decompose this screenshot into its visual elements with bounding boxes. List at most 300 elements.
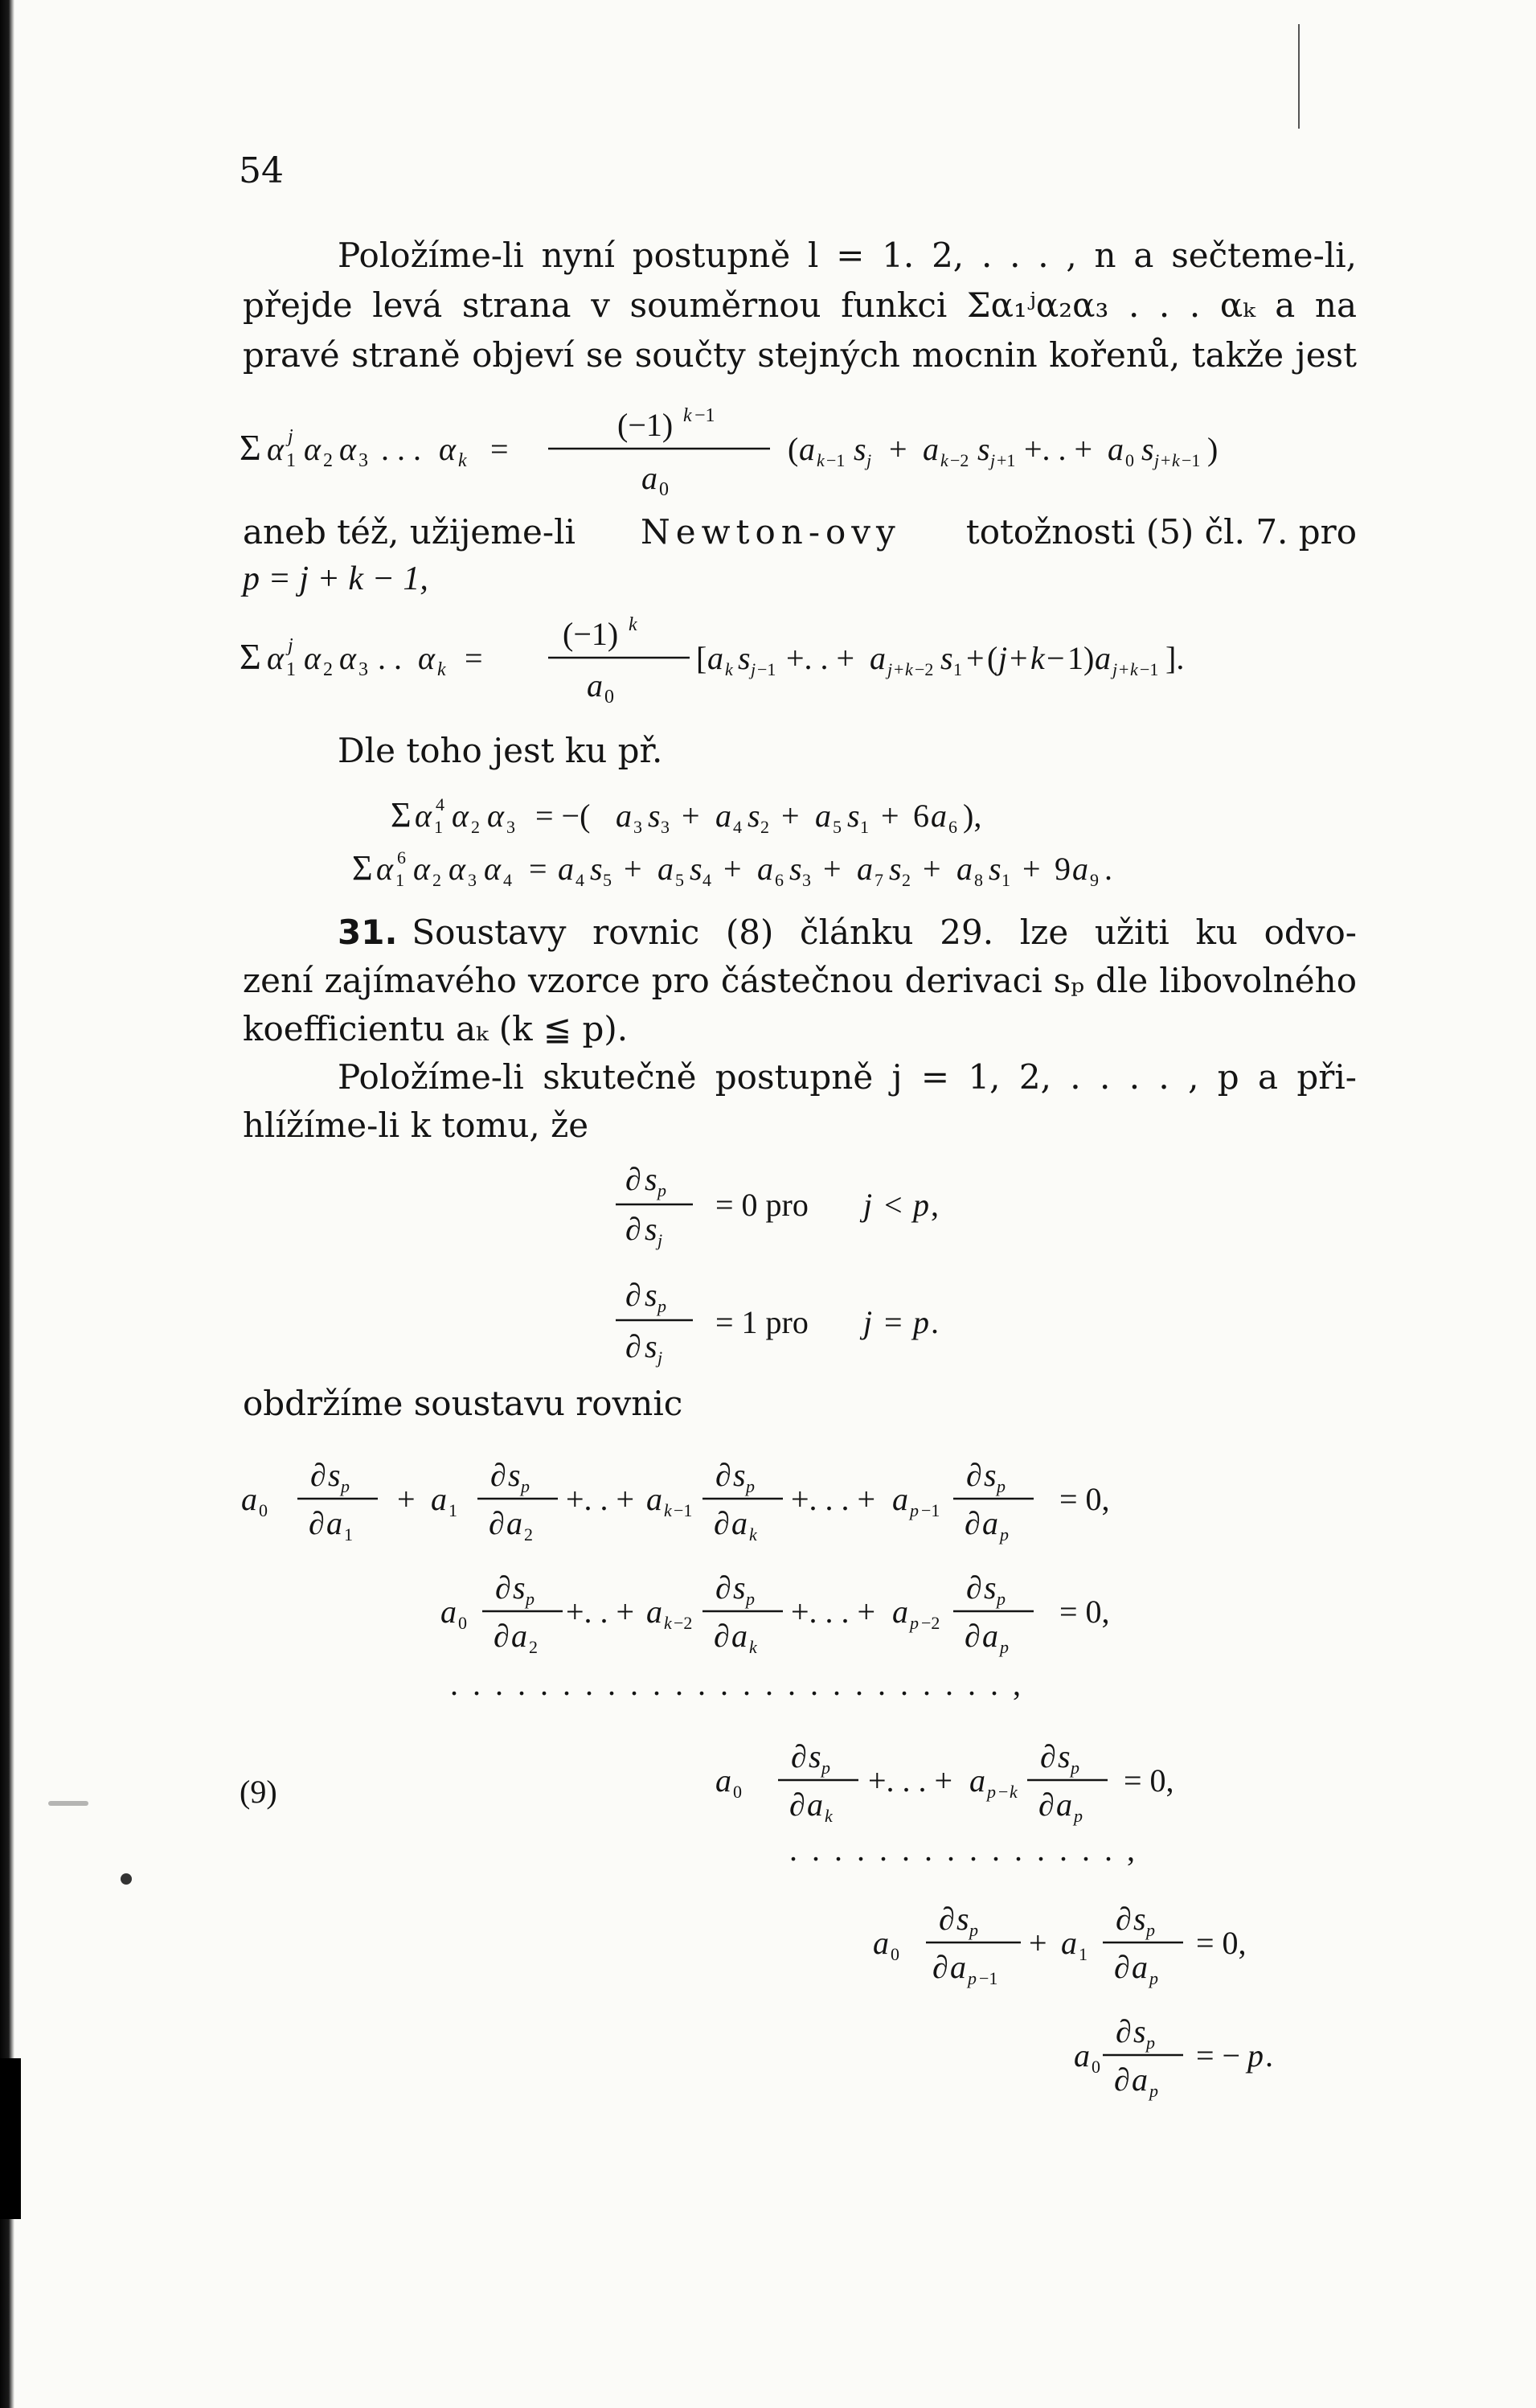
svg-text:k: k	[664, 1500, 672, 1520]
svg-text:∂: ∂	[309, 1505, 325, 1541]
svg-text:+. . . +: +. . . +	[791, 1481, 876, 1517]
svg-text:k: k	[437, 659, 446, 680]
svg-text:Σ: Σ	[352, 848, 373, 888]
svg-text:s: s	[733, 1457, 746, 1493]
svg-text:a: a	[1056, 1787, 1072, 1823]
svg-text:∂: ∂	[966, 1457, 982, 1493]
svg-text:∂: ∂	[939, 1901, 955, 1937]
section-number: 31.	[338, 913, 398, 952]
svg-text:6: 6	[913, 798, 929, 834]
svg-text:s: s	[645, 1277, 657, 1313]
svg-text:p: p	[913, 1304, 929, 1340]
svg-text:α: α	[304, 431, 321, 467]
svg-text:∂: ∂	[1038, 1787, 1055, 1823]
svg-text:a: a	[857, 851, 873, 887]
svg-text:s: s	[854, 431, 866, 467]
svg-text:a: a	[440, 1594, 457, 1630]
svg-text:=: =	[884, 1304, 903, 1340]
svg-text:+: +	[823, 851, 842, 887]
svg-text:a: a	[870, 640, 886, 676]
svg-text:0: 0	[891, 1944, 899, 1964]
svg-text:a: a	[799, 431, 815, 467]
svg-text:∂: ∂	[1040, 1738, 1056, 1774]
section-line: hlížíme-li k tomu, že	[243, 1106, 589, 1145]
svg-text:.: .	[1104, 851, 1112, 887]
svg-text:a: a	[731, 1618, 748, 1654]
svg-text:j: j	[751, 659, 756, 679]
svg-text:−: −	[1047, 640, 1065, 676]
svg-text:a: a	[873, 1925, 889, 1961]
svg-text:∂: ∂	[791, 1738, 807, 1774]
svg-text:−2: −2	[674, 1613, 693, 1633]
svg-text:+: +	[723, 851, 742, 887]
svg-text:−2: −2	[950, 450, 969, 470]
svg-text:5: 5	[833, 817, 842, 837]
svg-text:a: a	[558, 851, 574, 887]
svg-text:s: s	[984, 1457, 997, 1493]
svg-text:∂: ∂	[625, 1161, 641, 1197]
svg-text:a: a	[982, 1618, 998, 1654]
svg-text:1: 1	[395, 870, 404, 890]
svg-text:p: p	[657, 1180, 666, 1200]
svg-text:α: α	[487, 798, 504, 834]
svg-text:. .: . .	[378, 640, 402, 676]
svg-text:α: α	[452, 798, 469, 834]
svg-text:a: a	[892, 1481, 908, 1517]
scan-speck	[48, 1801, 88, 1806]
svg-text:0: 0	[259, 1500, 268, 1520]
svg-text:∂: ∂	[932, 1949, 948, 1985]
svg-text:α: α	[439, 431, 456, 467]
svg-text:s: s	[1133, 1901, 1146, 1937]
svg-text:+: +	[966, 640, 985, 676]
svg-text:α: α	[449, 851, 465, 887]
svg-text:a: a	[1132, 2061, 1148, 2098]
svg-text:p: p	[1000, 1524, 1009, 1544]
svg-text:−1: −1	[921, 1500, 940, 1520]
svg-text:+: +	[1010, 640, 1028, 676]
scan-fold-line	[1298, 24, 1300, 129]
svg-text:3: 3	[802, 870, 811, 890]
svg-text:j: j	[887, 659, 893, 679]
paragraph-text: aneb též, užijeme-li	[243, 512, 575, 552]
svg-text:a: a	[646, 1481, 662, 1517]
svg-text:p: p	[521, 1476, 530, 1496]
svg-text:a: a	[923, 431, 939, 467]
svg-text:k: k	[749, 1524, 757, 1544]
svg-text:p: p	[910, 1613, 919, 1633]
svg-text:[: [	[696, 640, 707, 676]
svg-text:a: a	[931, 798, 947, 834]
svg-text:s: s	[847, 798, 860, 834]
svg-text:∂: ∂	[715, 1457, 731, 1493]
svg-text:+: +	[889, 431, 907, 467]
svg-text:p: p	[987, 1782, 996, 1802]
svg-text:s: s	[508, 1457, 521, 1493]
system-equation-1	[241, 1457, 1110, 1544]
svg-text:3: 3	[358, 450, 368, 471]
svg-text:+. . +: +. . +	[566, 1481, 635, 1517]
svg-text:s: s	[645, 1211, 657, 1247]
svg-text:j: j	[990, 450, 996, 470]
svg-text:a: a	[1072, 851, 1088, 887]
svg-text:j: j	[1154, 450, 1160, 470]
svg-text:α: α	[484, 851, 501, 887]
svg-text:+: +	[397, 1481, 416, 1517]
svg-text:(: (	[788, 431, 799, 467]
svg-text:1): 1)	[1067, 640, 1095, 676]
svg-text:α: α	[415, 798, 432, 834]
svg-text:−: −	[998, 1782, 1009, 1802]
formula-sum-powers	[240, 394, 1381, 515]
author-name: Newton-ovy	[641, 512, 901, 552]
svg-text:,: ,	[931, 1187, 939, 1223]
svg-text:+: +	[682, 798, 700, 834]
svg-text:p: p	[526, 1589, 535, 1609]
svg-text:s: s	[690, 851, 702, 887]
section-line: zení zajímavého vzorce pro částečnou derivaci sₚ dle libovolného	[243, 961, 1357, 1000]
paragraph-line: Dle toho jest ku př.	[338, 731, 663, 770]
svg-text:a: a	[815, 798, 831, 834]
svg-text:a: a	[326, 1505, 342, 1541]
svg-text:s: s	[809, 1738, 821, 1774]
svg-text:−1: −1	[826, 450, 846, 470]
svg-text:k: k	[725, 659, 733, 679]
svg-text:−1: −1	[1182, 450, 1201, 470]
svg-text:−1: −1	[1140, 659, 1159, 679]
svg-text:0: 0	[604, 687, 614, 708]
svg-text:α: α	[418, 640, 435, 676]
svg-text:. . .: . . .	[381, 431, 421, 467]
svg-text:+: +	[923, 851, 941, 887]
equation-system-9	[233, 1439, 1374, 2131]
svg-text:= 0,: = 0,	[1196, 1925, 1247, 1961]
svg-text:a: a	[950, 1949, 966, 1985]
svg-text:a: a	[1095, 640, 1111, 676]
formula-example-2	[352, 839, 1317, 896]
svg-text:9: 9	[1055, 851, 1071, 887]
svg-text:(−1): (−1)	[563, 616, 619, 652]
svg-text:∂: ∂	[495, 1569, 511, 1606]
svg-text:1: 1	[1079, 1944, 1087, 1964]
svg-text:−1: −1	[757, 659, 776, 679]
svg-text:k: k	[683, 405, 692, 426]
svg-text:∂: ∂	[625, 1211, 641, 1247]
svg-text:a: a	[715, 798, 731, 834]
svg-text:s: s	[956, 1901, 969, 1937]
svg-text:∂: ∂	[1116, 1901, 1132, 1937]
svg-text:1: 1	[953, 659, 962, 679]
svg-text:+: +	[894, 659, 904, 679]
svg-text:0: 0	[659, 479, 669, 500]
svg-text:s: s	[889, 851, 902, 887]
svg-text:s: s	[1058, 1738, 1071, 1774]
svg-text:∂: ∂	[625, 1328, 641, 1364]
svg-text:−1: −1	[979, 1968, 998, 1988]
svg-text:a: a	[807, 1787, 823, 1823]
svg-text:a: a	[1132, 1949, 1148, 1985]
page-number: 54	[239, 150, 284, 191]
svg-text:a: a	[1074, 2037, 1090, 2074]
svg-text:3: 3	[633, 817, 642, 837]
svg-text:3: 3	[468, 870, 477, 890]
svg-text:7: 7	[874, 870, 883, 890]
section-line: Položíme-li skutečně postupně j = 1, 2, . . . . , p a při-	[338, 1057, 1357, 1097]
svg-text:a: a	[1108, 431, 1124, 467]
svg-text:∂: ∂	[715, 1569, 731, 1606]
svg-text:j: j	[288, 426, 293, 447]
svg-text:p: p	[969, 1920, 978, 1940]
system-equation-4	[873, 1901, 1247, 1988]
svg-text:4: 4	[436, 794, 444, 814]
svg-text:s: s	[989, 851, 1001, 887]
section-text: Soustavy rovnic (8) článku 29. lze užiti ku odvo-	[412, 913, 1357, 952]
svg-text:a: a	[956, 851, 973, 887]
svg-text:0: 0	[458, 1613, 467, 1633]
svg-text:∂: ∂	[714, 1505, 730, 1541]
svg-text:a: a	[892, 1594, 908, 1630]
svg-text:s: s	[1133, 2013, 1146, 2049]
svg-text:1: 1	[344, 1524, 353, 1544]
section-line: koefficientu aₖ (k ≦ p).	[243, 1009, 629, 1048]
svg-text:<: <	[884, 1187, 903, 1223]
svg-text:a: a	[731, 1505, 748, 1541]
svg-text:s: s	[748, 798, 760, 834]
paragraph-text: totožnosti (5) čl. 7. pro	[965, 512, 1357, 552]
svg-text:p: p	[1149, 1968, 1158, 1988]
svg-text:a: a	[616, 798, 632, 834]
svg-text:= −(: = −(	[535, 798, 591, 834]
formula-example-1	[391, 786, 1194, 843]
svg-text:∂: ∂	[1114, 1949, 1130, 1985]
svg-text:0: 0	[1092, 2057, 1100, 2077]
svg-text:j: j	[998, 640, 1008, 676]
svg-text:−1: −1	[694, 405, 715, 426]
svg-text:2: 2	[902, 870, 911, 890]
svg-text:k: k	[1030, 640, 1045, 676]
svg-text:p: p	[1071, 1758, 1079, 1778]
svg-text:s: s	[738, 640, 751, 676]
svg-text:p: p	[1146, 2033, 1155, 2053]
svg-text:p: p	[341, 1476, 350, 1496]
svg-text:9: 9	[1090, 870, 1099, 890]
svg-text:k: k	[817, 450, 825, 470]
svg-text:k: k	[629, 614, 637, 635]
svg-text:k: k	[664, 1613, 672, 1633]
svg-text:α: α	[413, 851, 430, 887]
svg-text:+. . . +: +. . . +	[868, 1762, 953, 1799]
system-equation-3	[715, 1738, 1174, 1826]
svg-text:s: s	[984, 1569, 997, 1606]
svg-text:+: +	[1119, 659, 1129, 679]
svg-text:a: a	[715, 1762, 731, 1799]
svg-text:∂: ∂	[494, 1618, 510, 1654]
svg-text:k: k	[1172, 450, 1180, 470]
svg-text:Σ: Σ	[240, 427, 261, 468]
svg-text:j: j	[863, 1187, 873, 1223]
svg-text:8: 8	[974, 870, 983, 890]
svg-text:k: k	[1010, 1782, 1018, 1802]
svg-text:+. . +: +. . +	[786, 640, 855, 676]
svg-text:6: 6	[397, 847, 406, 868]
svg-text:+. . +: +. . +	[1024, 431, 1093, 467]
svg-text:5: 5	[603, 870, 612, 890]
svg-text:4: 4	[733, 817, 742, 837]
scan-edge-mark	[0, 2058, 21, 2219]
svg-text:a: a	[641, 460, 657, 496]
svg-text:k: k	[458, 450, 467, 471]
svg-text:p: p	[821, 1758, 830, 1778]
scan-edge	[0, 0, 14, 2408]
svg-text:∂: ∂	[489, 1505, 505, 1541]
svg-text:∂: ∂	[310, 1457, 326, 1493]
svg-text:.: .	[931, 1304, 939, 1340]
svg-text:j: j	[863, 1304, 873, 1340]
svg-text:a: a	[969, 1762, 985, 1799]
svg-text:−1: −1	[674, 1500, 693, 1520]
svg-text:): )	[1207, 431, 1219, 467]
svg-text:∂: ∂	[625, 1277, 641, 1313]
svg-text:0: 0	[733, 1782, 742, 1802]
svg-text:p: p	[1000, 1637, 1009, 1657]
svg-text:1: 1	[1001, 870, 1010, 890]
svg-text:k: k	[1130, 659, 1138, 679]
svg-text:6: 6	[775, 870, 784, 890]
svg-text:+: +	[1029, 1925, 1047, 1961]
svg-text:p: p	[657, 1296, 666, 1316]
svg-text:1: 1	[449, 1500, 457, 1520]
formula-newton-identity	[240, 605, 1381, 717]
svg-text:3: 3	[506, 817, 515, 837]
svg-text:(−1): (−1)	[617, 407, 674, 443]
svg-text:].: ].	[1165, 640, 1185, 676]
svg-text:p: p	[968, 1968, 977, 1988]
svg-text:=: =	[465, 640, 483, 676]
svg-text:p: p	[913, 1187, 929, 1223]
svg-text:p: p	[997, 1476, 1006, 1496]
svg-text:4: 4	[702, 870, 711, 890]
svg-text:α: α	[339, 431, 356, 467]
svg-text:s: s	[328, 1457, 341, 1493]
svg-text:α: α	[304, 640, 321, 676]
svg-text:s: s	[940, 640, 953, 676]
svg-text:+: +	[1161, 450, 1171, 470]
svg-text:k: k	[749, 1637, 757, 1657]
svg-text:Σ: Σ	[240, 636, 261, 677]
system-dots: . . . . . . . . . . . . . . . ,	[789, 1832, 1138, 1868]
paragraph-line: p = j + k − 1,	[243, 560, 428, 597]
svg-text:s: s	[1141, 431, 1154, 467]
svg-text:= −: = −	[1196, 2037, 1241, 2074]
svg-text:k: k	[825, 1806, 833, 1826]
svg-text:∂: ∂	[965, 1505, 981, 1541]
svg-text:∂: ∂	[965, 1618, 981, 1654]
svg-text:+: +	[781, 798, 800, 834]
svg-text:∂: ∂	[966, 1569, 982, 1606]
svg-text:s: s	[789, 851, 802, 887]
svg-text:p: p	[997, 1589, 1006, 1609]
svg-text:2: 2	[524, 1524, 533, 1544]
svg-text:s: s	[590, 851, 603, 887]
svg-text:j: j	[1112, 659, 1118, 679]
svg-text:a: a	[707, 640, 723, 676]
svg-text:s: s	[733, 1569, 746, 1606]
paragraph-line: Položíme-li nyní postupně l = 1. 2, . . . , n a sečteme-li,	[338, 236, 1357, 275]
svg-text:+1: +1	[997, 450, 1016, 470]
svg-text:s: s	[648, 798, 661, 834]
svg-text:α: α	[267, 431, 284, 467]
paragraph-line: obdržíme soustavu rovnic	[243, 1384, 683, 1423]
scan-speck	[121, 1873, 132, 1885]
svg-text:s: s	[645, 1328, 657, 1364]
svg-text:a: a	[1061, 1925, 1077, 1961]
svg-text:j: j	[288, 635, 293, 656]
svg-text:a: a	[511, 1618, 527, 1654]
svg-text:∂: ∂	[789, 1787, 805, 1823]
svg-text:p: p	[1074, 1806, 1083, 1826]
svg-text:= 1 pro: = 1 pro	[715, 1304, 809, 1340]
svg-text:j: j	[866, 450, 872, 470]
svg-text:s: s	[645, 1161, 657, 1197]
svg-text:6: 6	[948, 817, 957, 837]
svg-text:k: k	[905, 659, 913, 679]
svg-text:p: p	[1149, 2081, 1158, 2101]
svg-text:α: α	[376, 851, 393, 887]
svg-text:s: s	[513, 1569, 526, 1606]
svg-text:2: 2	[323, 450, 333, 471]
svg-text:∂: ∂	[1116, 2013, 1132, 2049]
paragraph-line: pravé straně objeví se součty stejných mocnin kořenů, takže jest	[243, 335, 1357, 375]
svg-text:a: a	[506, 1505, 522, 1541]
svg-text:∂: ∂	[1114, 2061, 1130, 2098]
svg-text:j: j	[657, 1348, 663, 1368]
svg-text:+: +	[624, 851, 642, 887]
svg-text:4: 4	[575, 870, 584, 890]
svg-text:.: .	[1265, 2037, 1273, 2074]
svg-text:1: 1	[286, 450, 296, 471]
svg-text:=: =	[529, 851, 547, 887]
svg-text:= 0 pro: = 0 pro	[715, 1187, 809, 1223]
svg-text:α: α	[267, 640, 284, 676]
svg-text:∂: ∂	[714, 1618, 730, 1654]
svg-text:a: a	[431, 1481, 447, 1517]
svg-text:p: p	[1146, 1920, 1155, 1940]
svg-text:=: =	[490, 431, 509, 467]
svg-text:−2: −2	[921, 1613, 940, 1633]
system-equation-5	[1074, 2013, 1273, 2101]
svg-text:p: p	[746, 1589, 755, 1609]
svg-text:a: a	[646, 1594, 662, 1630]
svg-text:p: p	[1247, 2037, 1264, 2074]
svg-text:a: a	[657, 851, 674, 887]
paragraph-line: přejde levá strana v souměrnou funkci Σα₁ʲα₂α₃ . . . αₖ a na	[243, 285, 1357, 325]
svg-text:α: α	[339, 640, 356, 676]
svg-text:4: 4	[503, 870, 512, 890]
formula-partial-conditions	[604, 1155, 1055, 1388]
svg-text:+: +	[881, 798, 899, 834]
svg-text:Σ: Σ	[391, 795, 412, 835]
svg-text:(: (	[987, 640, 998, 676]
svg-text:= 0,: = 0,	[1124, 1762, 1174, 1799]
system-dots: . . . . . . . . . . . . . . . . . . . . . . . . . ,	[450, 1666, 1024, 1702]
svg-text:2: 2	[323, 659, 333, 680]
paragraph-line	[243, 513, 1357, 552]
svg-text:a: a	[241, 1481, 257, 1517]
svg-text:1: 1	[434, 817, 443, 837]
svg-text:2: 2	[529, 1637, 538, 1657]
svg-text:5: 5	[675, 870, 684, 890]
svg-text:2: 2	[471, 817, 480, 837]
